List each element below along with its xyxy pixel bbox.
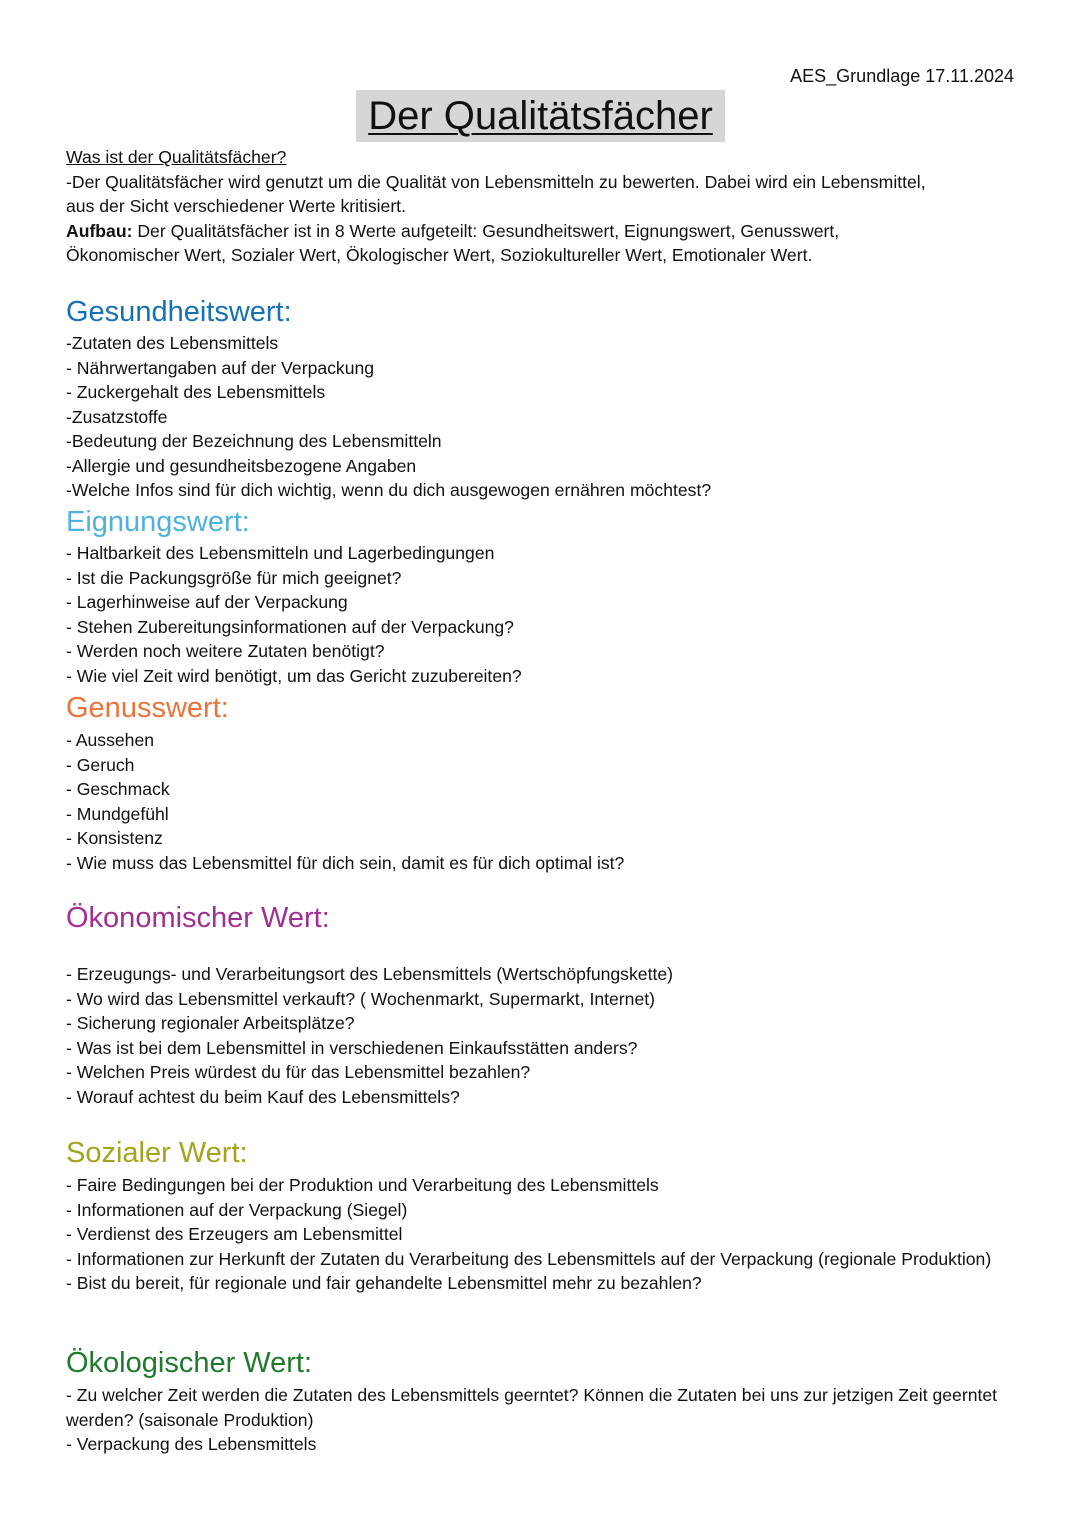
section-heading: Ökonomischer Wert: (66, 902, 330, 934)
aufbau-text-2: Ökonomischer Wert, Sozialer Wert, Ökologischer Wert, Soziokultureller Wert, Emotionaler Wert. (66, 245, 813, 265)
list-item: - Wie muss das Lebensmittel für dich sein, damit es für dich optimal ist? (66, 852, 625, 873)
list-item: - Nährwertangaben auf der Verpackung (66, 357, 375, 378)
list-item: - Ist die Packungsgröße für mich geeignet? (66, 567, 402, 588)
list-item: - Stehen Zubereitungsinformationen auf der Verpackung? (66, 616, 514, 637)
section-list (66, 728, 1026, 875)
list-item: - Aussehen (66, 730, 155, 750)
section-list (66, 541, 1026, 688)
intro-section (66, 145, 1026, 268)
section-list (66, 1173, 1006, 1296)
list-item: - Geruch (66, 754, 135, 775)
list-item: - Lagerhinweise auf der Verpackung (66, 592, 348, 612)
list-item: - Worauf achtest du beim Kauf des Lebensmittels? (66, 1086, 460, 1107)
list-item: - Geschmack (66, 779, 170, 799)
list-item: - Mundgefühl (66, 803, 169, 824)
list-item: - Haltbarkeit des Lebensmitteln und Lagerbedingungen (66, 543, 495, 563)
section-heading: Gesundheitswert: (66, 296, 292, 328)
list-item: - Welchen Preis würdest du für das Lebensmittel bezahlen? (66, 1062, 531, 1082)
list-item: -Allergie und gesundheitsbezogene Angaben (66, 455, 417, 476)
list-item: - Was ist bei dem Lebensmittel in verschiedenen Einkaufsstätten anders? (66, 1037, 638, 1058)
aufbau-text (66, 219, 1026, 244)
list-item: - Konsistenz (66, 828, 163, 848)
list-item: - Informationen zur Herkunft der Zutaten du Verarbeitung des Lebensmittels auf der Verpackung (regionale Produktion) (66, 1248, 992, 1269)
section-list (66, 1383, 1006, 1457)
section-list (66, 962, 1026, 1109)
list-item: -Zusatzstoffe (66, 406, 168, 427)
document-date: AES_Grundlage 17.11.2024 (790, 66, 1014, 86)
list-item: - Faire Bedingungen bei der Produktion und Verarbeitung des Lebensmittels (66, 1175, 659, 1195)
list-item: - Verpackung des Lebensmittels (66, 1434, 317, 1454)
aufbau-text-1: Der Qualitätsfächer ist in 8 Werte aufgeteilt: Gesundheitswert, Eignungswert, Genusswert, (132, 220, 840, 241)
intro-text: aus der Sicht verschiedener Werte kritisiert. (66, 196, 406, 216)
section-list (66, 331, 1026, 503)
list-item: - Zu welcher Zeit werden die Zutaten des Lebensmittels geerntet? Können die Zutaten bei uns zur jetzigen Zeit geerntet werden? (saisonale Produktion) (66, 1385, 998, 1430)
list-item: - Zuckergehalt des Lebensmittels (66, 382, 326, 402)
list-item: - Wo wird das Lebensmittel verkauft? ( Wochenmarkt, Supermarkt, Internet) (66, 988, 655, 1009)
section-heading: Genusswert: (66, 692, 229, 724)
list-item: - Werden noch weitere Zutaten benötigt? (66, 641, 385, 661)
aufbau-label: Aufbau: (66, 220, 133, 241)
list-item: -Zutaten des Lebensmittels (66, 333, 279, 353)
list-item: - Wie viel Zeit wird benötigt, um das Gericht zuzubereiten? (66, 665, 522, 686)
list-item: - Informationen auf der Verpackung (Siegel) (66, 1199, 408, 1220)
list-item: - Verdienst des Erzeugers am Lebensmittel (66, 1224, 403, 1244)
intro-text: -Der Qualitätsfächer wird genutzt um die Qualität von Lebensmitteln zu bewerten. Dabei wird ein Lebensmittel, (66, 171, 926, 192)
list-item: - Sicherung regionaler Arbeitsplätze? (66, 1013, 355, 1033)
page-title: Der Qualitätsfächer (356, 90, 725, 142)
list-item: -Welche Infos sind für dich wichtig, wenn du dich ausgewogen ernähren möchtest? (66, 480, 712, 500)
list-item: -Bedeutung der Bezeichnung des Lebensmitteln (66, 431, 442, 451)
list-item: - Erzeugungs- und Verarbeitungsort des Lebensmittels (Wertschöpfungskette) (66, 964, 673, 984)
section-heading: Sozialer Wert: (66, 1137, 248, 1169)
section-heading: Ökologischer Wert: (66, 1347, 313, 1379)
list-item: - Bist du bereit, für regionale und fair gehandelte Lebensmittel mehr zu bezahlen? (66, 1273, 702, 1293)
intro-question: Was ist der Qualitätsfächer? (66, 147, 287, 167)
section-heading: Eignungswert: (66, 506, 250, 538)
